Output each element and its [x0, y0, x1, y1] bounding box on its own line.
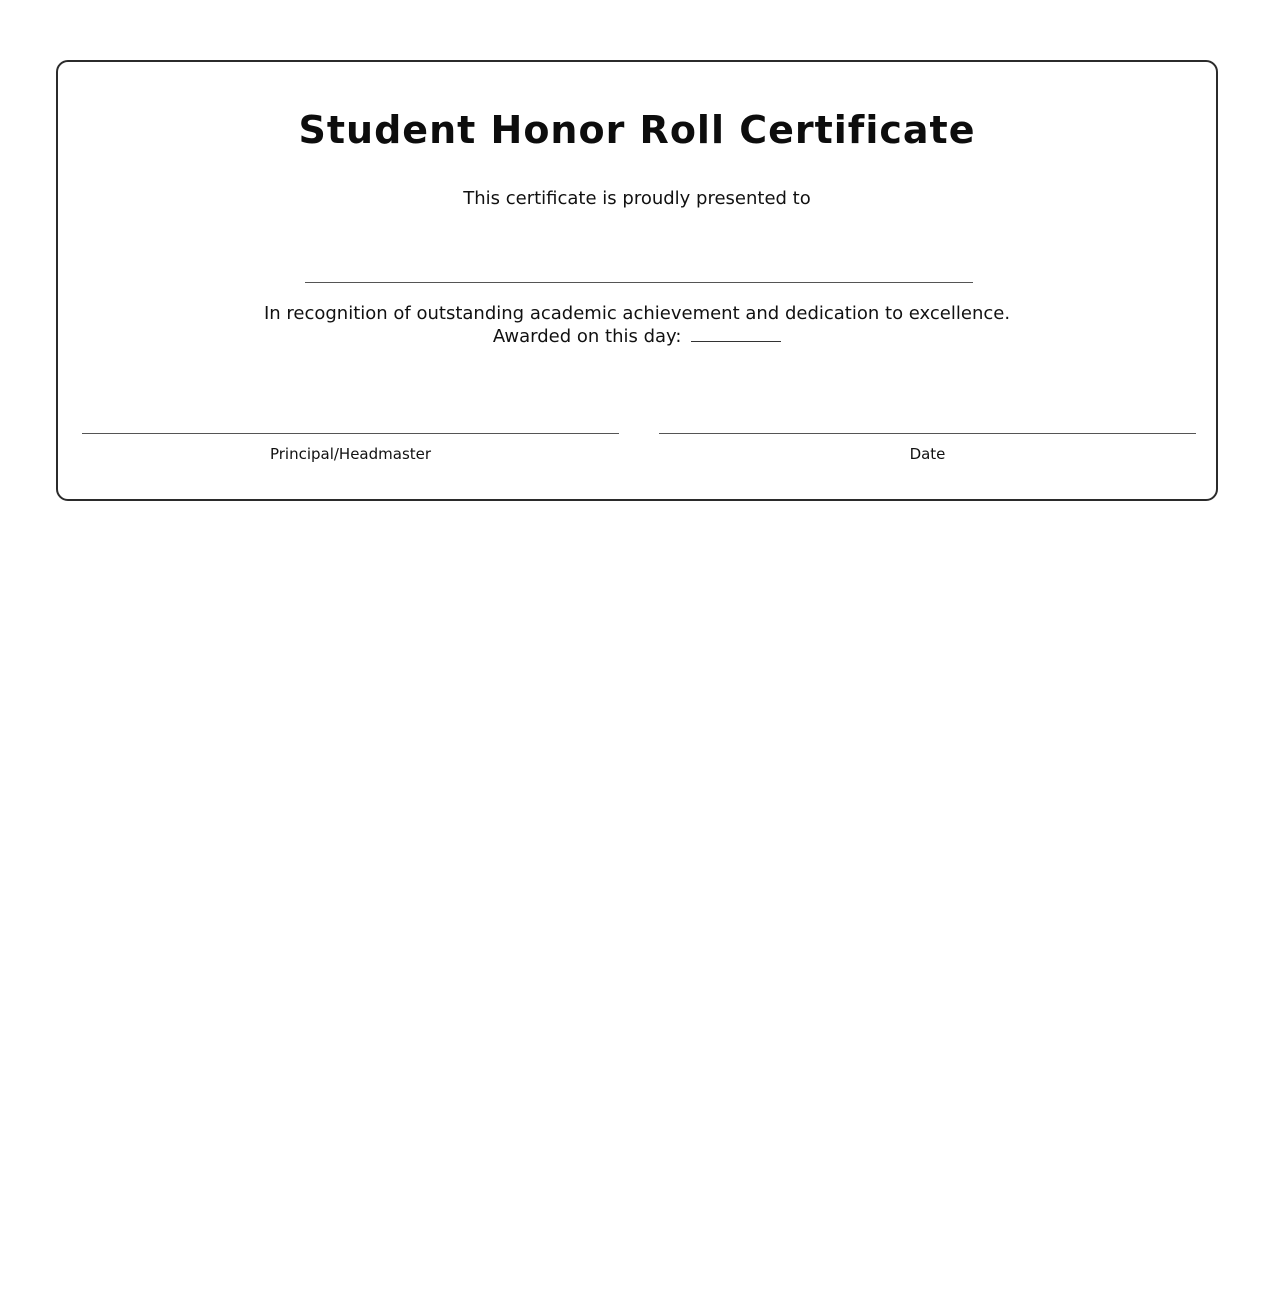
date-signature-block [659, 433, 1196, 464]
principal-signature-block [82, 433, 619, 464]
certificate-title: Student Honor Roll Certificate [298, 108, 976, 152]
principal-signature-label: Principal/Headmaster [269, 445, 432, 463]
principal-signature-line [82, 433, 619, 434]
recognition-text: In recognition of outstanding academic achievement and dedication to excellence. [263, 303, 1011, 324]
awarded-label: Awarded on this day: [492, 326, 682, 347]
awarded-date-blank [691, 325, 781, 342]
date-signature-label: Date [909, 445, 946, 463]
awarded-line [58, 325, 1216, 348]
date-signature-line [659, 433, 1196, 434]
recipient-name-line [305, 282, 973, 283]
certificate-card [56, 60, 1218, 501]
presented-to-text: This certificate is proudly presented to [463, 188, 811, 209]
